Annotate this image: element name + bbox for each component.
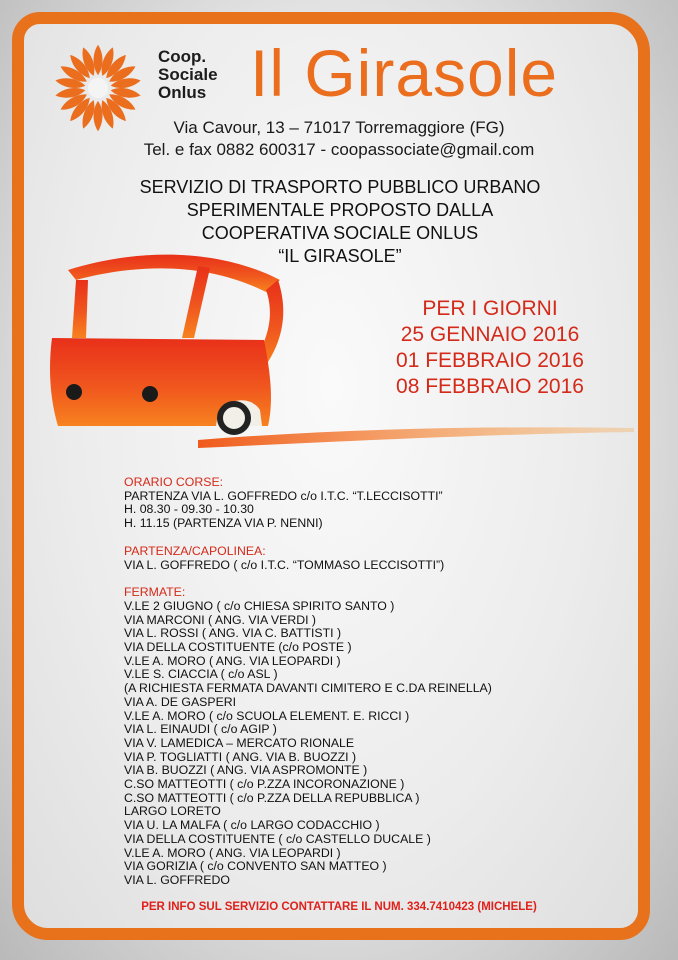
info-footer: PER INFO SUL SERVIZIO CONTATTARE IL NUM. 334.7410423 (MICHELE)	[141, 901, 537, 913]
fermata-item: V.LE 2 GIUGNO ( c/o CHIESA SPIRITO SANTO )	[124, 598, 395, 613]
fermata-item: VIA P. TOGLIATTI ( ANG. VIA B. BUOZZI )	[124, 749, 357, 764]
orario-line: H. 08.30 - 09.30 - 10.30	[124, 502, 254, 517]
contact-line: Tel. e fax 0882 600317 - coopassociate@gmail.com	[143, 140, 535, 159]
dates-line: 01 FEBBRAIO 2016	[396, 349, 584, 372]
fermata-item: VIA A. DE GASPERI	[124, 694, 237, 709]
orario-list	[124, 490, 594, 531]
fermata-item: V.LE A. MORO ( ANG. VIA LEOPARDI )	[124, 653, 341, 668]
fermata-item: VIA DELLA COSTITUENTE (c/o POSTE )	[124, 640, 352, 655]
fermata-item: VIA DELLA COSTITUENTE ( c/o CASTELLO DUCALE )	[124, 831, 431, 846]
fermate-title: FERMATE:	[124, 585, 186, 600]
coop-label	[158, 48, 218, 102]
fermata-item: VIA V. LAMEDICA – MERCATO RIONALE	[124, 735, 355, 750]
fermata-item: V.LE S. CIACCIA ( c/o ASL )	[124, 667, 278, 682]
fermata-item: LARGO LORETO	[124, 804, 221, 819]
fermata-item: V.LE A. MORO ( c/o SCUOLA ELEMENT. E. RICCI )	[124, 708, 410, 723]
fermata-item: C.SO MATTEOTTI ( c/o P.ZZA INCORONAZIONE )	[124, 777, 405, 792]
dates-line: 25 GENNAIO 2016	[400, 323, 580, 346]
coop-line: Sociale	[158, 65, 218, 84]
service-dates	[360, 296, 620, 400]
fermata-item: VIA GORIZIA ( c/o CONVENTO SAN MATTEO )	[124, 859, 387, 874]
service-line: SPERIMENTALE PROPOSTO DALLA	[186, 200, 494, 220]
partenza-line: VIA L. GOFFREDO ( c/o I.T.C. “TOMMASO LECCISOTTI”)	[124, 557, 445, 572]
fermata-item: VIA B. BUOZZI ( ANG. VIA ASPROMONTE )	[124, 763, 368, 778]
fermata-item: VIA L. GOFFREDO	[124, 872, 230, 887]
orario-title: ORARIO CORSE:	[124, 475, 224, 489]
dates-line: 08 FEBBRAIO 2016	[396, 375, 584, 398]
orario-line: H. 11.15 (PARTENZA VIA P. NENNI)	[124, 516, 323, 531]
fermata-item: VIA U. LA MALFA ( c/o LARGO CODACCHIO )	[124, 818, 380, 833]
fermata-item: VIA MARCONI ( ANG. VIA VERDI )	[124, 612, 317, 627]
schedule-block	[124, 476, 594, 888]
coop-line: Coop.	[158, 47, 207, 66]
fermata-item: (A RICHIESTA FERMATA DAVANTI CIMITERO E C.DA REINELLA)	[124, 681, 492, 696]
partenza-list	[124, 559, 594, 573]
fermata-item: VIA L. EINAUDI ( c/o AGIP )	[124, 722, 277, 737]
address-line: Via Cavour, 13 – 71017 Torremaggiore (FG)	[173, 118, 505, 137]
fermate-list	[124, 600, 594, 888]
dates-line: PER I GIORNI	[422, 297, 558, 320]
fermata-item: C.SO MATTEOTTI ( c/o P.ZZA DELLA REPUBBLICA )	[124, 790, 420, 805]
orario-line: PARTENZA VIA L. GOFFREDO c/o I.T.C. “T.LECCISOTTI”	[124, 488, 443, 503]
fermata-item: VIA L. ROSSI ( ANG. VIA C. BATTISTI )	[124, 626, 342, 641]
fermata-item: V.LE A. MORO ( ANG. VIA LEOPARDI )	[124, 845, 341, 860]
service-line: SERVIZIO DI TRASPORTO PUBBLICO URBANO	[139, 177, 541, 197]
service-line: “IL GIRASOLE”	[278, 246, 402, 266]
service-line: COOPERATIVA SOCIALE ONLUS	[201, 223, 479, 243]
coop-line: Onlus	[158, 83, 207, 102]
partenza-title: PARTENZA/CAPOLINEA:	[124, 543, 266, 558]
brand-title: Il Girasole	[250, 36, 559, 110]
